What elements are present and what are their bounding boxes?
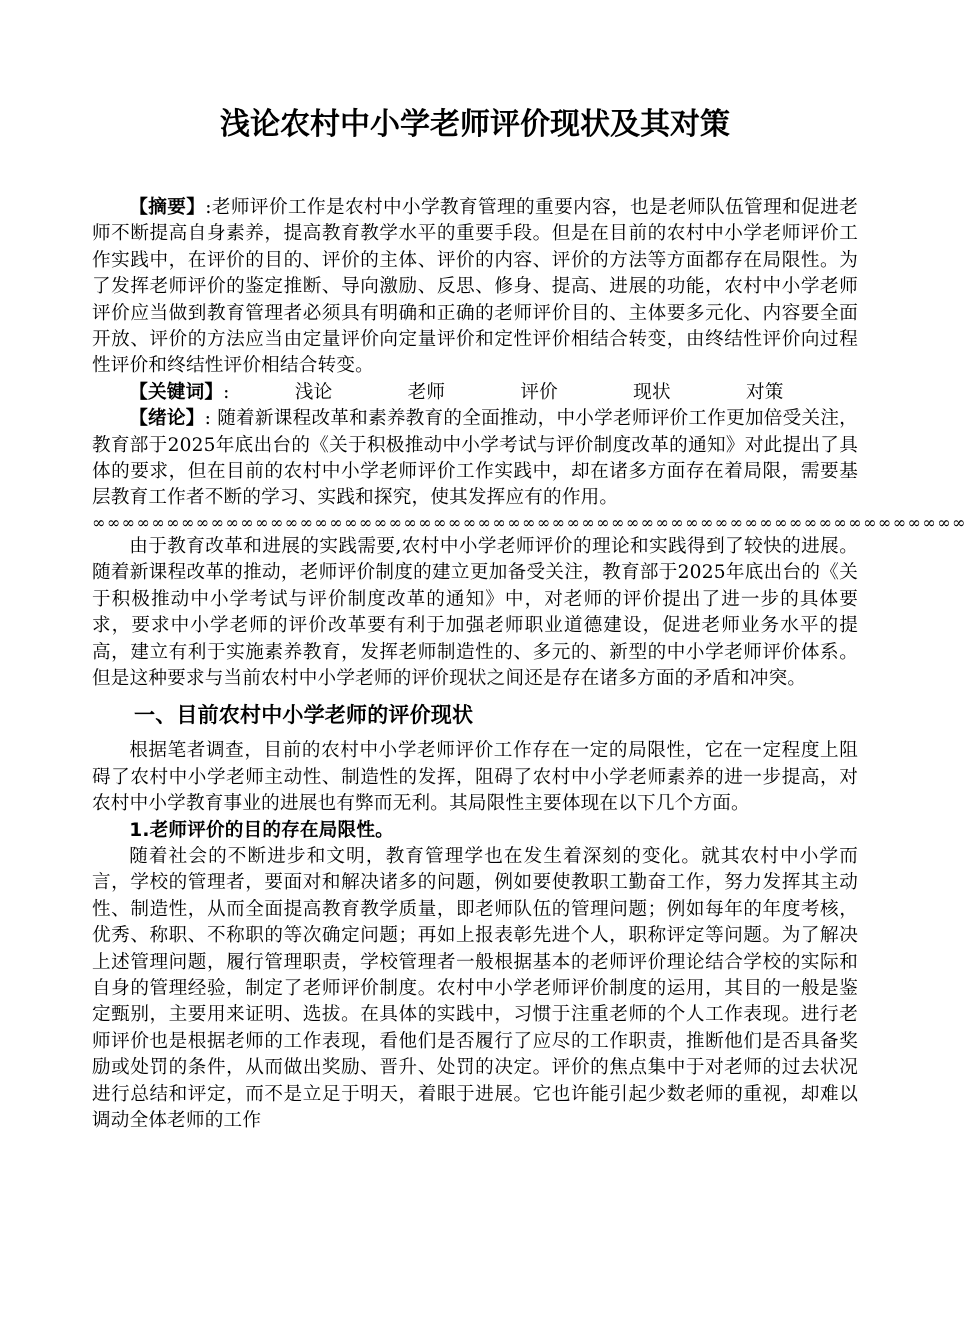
body-paragraph: 根据笔者调查，目前的农村中小学老师评价工作存在一定的局限性，它在一定程度上阻碍了农村中小学老师主动性、制造性的发挥，阻碍了农村中小学老师素养的进一步提高，对农村中小学教育事业的进展也有弊而无利。其局限性主要体现在以下几个方面。 xyxy=(92,740,858,815)
intro-paragraph xyxy=(92,406,858,512)
section-heading: 一、目前农村中小学老师的评价现状 xyxy=(134,703,474,728)
keywords-separator: : xyxy=(223,381,230,403)
ornament-divider: ∞∞∞∞∞∞∞∞∞∞∞∞∞∞∞∞∞∞∞∞∞∞∞∞∞∞∞∞∞∞∞∞∞∞∞∞∞∞∞∞∞∞∞∞∞∞∞∞∞∞∞∞∞∞∞∞∞∞∞ xyxy=(92,512,967,532)
keyword-item: 对策 xyxy=(745,381,784,403)
intro-text: : 随着新课程改革和素养教育的全面推动，中小学老师评价工作更加倍受关注，教育部于2025年底出台的《关于积极推动中小学考试与评价制度改革的通知》对此提出了具体的要求，但在目前的农村中小学老师评价工作实践中，却在诸多方面存在着局限，需要基层教育工作者不断的学习、实践和探究，使其发挥应有的作用。 xyxy=(92,408,858,509)
document-title: 浅论农村中小学老师评价现状及其对策 xyxy=(220,107,730,142)
keywords-row xyxy=(92,380,858,406)
keywords-label: 【关键词】 xyxy=(129,381,224,403)
body-paragraph: 由于教育改革和进展的实践需要,农村中小学老师评价的理论和实践得到了较快的进展。随着新课程改革的推动，老师评价制度的建立更加备受关注，教育部于2025年底出台的《关于积极推动中小学考试与评价制度改革的通知》中，对老师的评价提出了进一步的具体要求，要求中小学老师的评价改革要有利于加强老师职业道德建设，促进老师业务水平的提高，建立有利于实施素养教育，发挥老师制造性的、多元的、新型的中小学老师评价体系。但是这种要求与当前农村中小学老师的评价现状之间还是存在诸多方面的矛盾和冲突。 xyxy=(92,535,858,689)
keyword-item: 现状 xyxy=(633,381,671,403)
intro-label: 【绪论】 xyxy=(129,408,205,430)
keyword-item: 评价 xyxy=(520,381,558,403)
abstract-label: 【摘要】 xyxy=(129,197,206,218)
abstract-text: :老师评价工作是农村中小学教育管理的重要内容，也是老师队伍管理和促进老师不断提高自身素养，提高教育教学水平的重要手段。但是在目前的农村中小学老师评价工作实践中，在评价的目的、评价的主体、评价的内容、评价的方法等方面都存在局限性。为了发挥老师评价的鉴定推断、导向激励、反思、修身、提高、进展的功能，农村中小学老师评价应当做到教育管理者必须具有明确和正确的老师评价目的、主体要多元化、内容要全面开放、评价的方法应当由定量评价向定量评价和定性评价相结合转变，由终结性评价向过程性评价和终结性评价相结合转变。 xyxy=(92,197,858,377)
keyword-item: 老师 xyxy=(407,381,446,403)
body-paragraph: 随着社会的不断进步和文明，教育管理学也在发生着深刻的变化。就其农村中小学而言，学校的管理者，要面对和解决诸多的问题，例如要使教职工勤奋工作，努力发挥其主动性、制造性，从而全面提高教育教学质量，即老师队伍的管理问题；例如每年的年度考核，优秀、称职、不称职的等次确定问题；再如上报表彰先进个人，职称评定等问题。为了解决上述管理问题，履行管理职责，学校管理者一般根据基本的老师评价理论结合学校的实际和自身的管理经验，制定了老师评价制度。农村中小学老师评价制度的运用，其目的一般是鉴定甄别，主要用来证明、选拔。在具体的实践中，习惯于注重老师的个人工作表现。进行老师评价也是根据老师的工作表现，看他们是否履行了应尽的工作职责，推断他们是否具备奖励或处罚的条件，从而做出奖励、晋升、处罚的决定。评价的焦点集中于对老师的过去状况进行总结和评定，而不是立足于明天，着眼于进展。它也许能引起少数老师的重视，却难以调动全体老师的工作 xyxy=(92,845,858,1131)
abstract-paragraph xyxy=(92,195,858,380)
keyword-item: 浅论 xyxy=(294,381,333,403)
front-matter xyxy=(92,195,967,1134)
subsection-heading: 1.老师评价的目的存在局限性。 xyxy=(129,819,394,841)
